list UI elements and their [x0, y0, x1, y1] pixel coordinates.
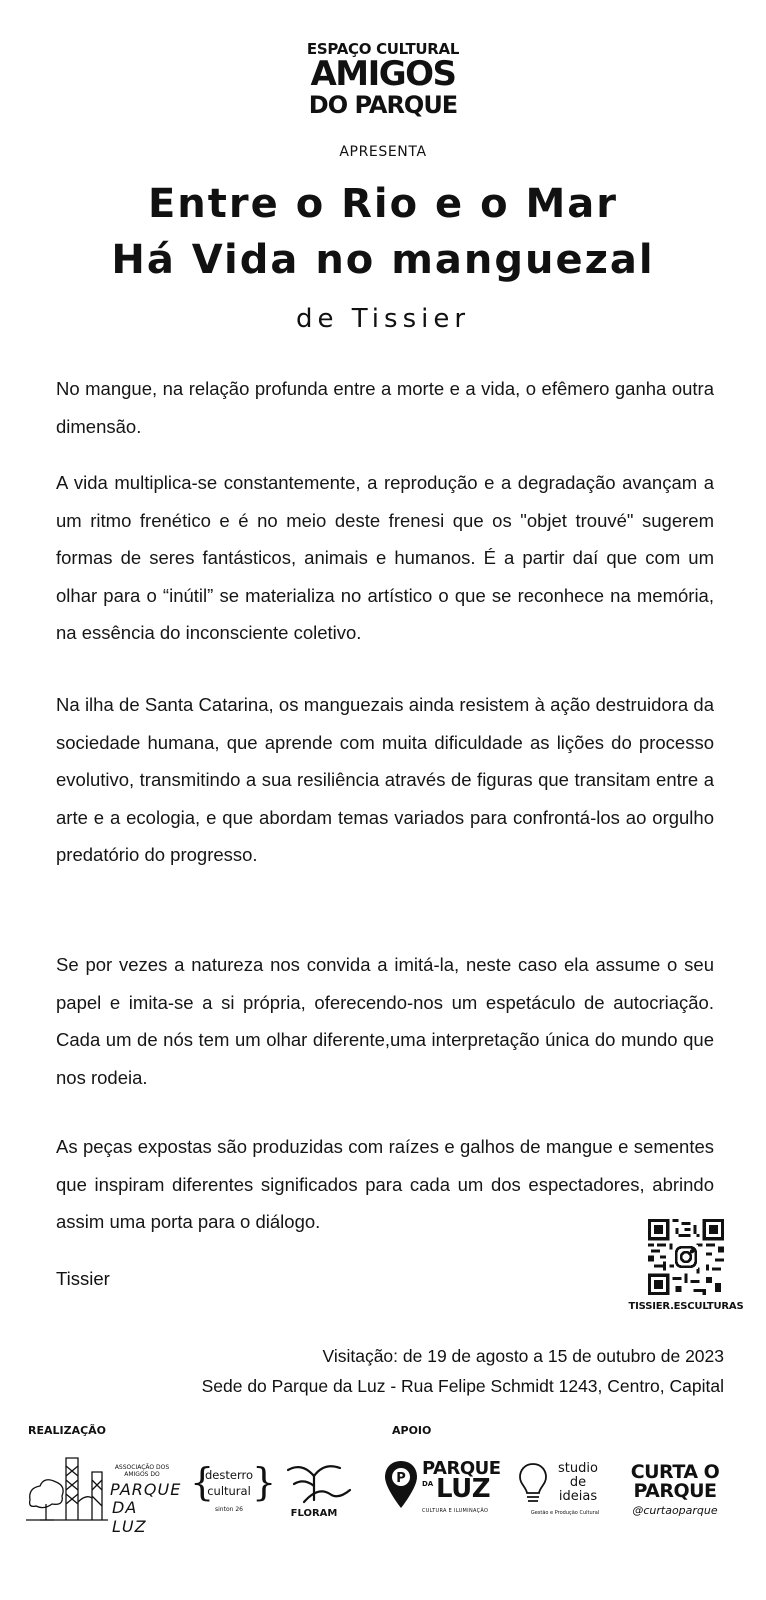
ideias-text: ideias	[558, 1489, 598, 1504]
parque-text: PARQUE	[633, 1480, 717, 1502]
logo-floram	[284, 1460, 356, 1522]
paragraph-text: As peças expostas são produzidas com raízes e galhos de mangue e sementes que inspiram diferentes significados para cada um dos espectadores, abrindo assim uma porta para o diálogo.	[56, 1136, 714, 1232]
brand-line-1: ESPAÇO CULTURAL	[306, 40, 460, 58]
logo-desterro-cultural	[190, 1460, 277, 1518]
studio-small-text: Gestão e Produção Cultural	[530, 1510, 600, 1516]
logo-associacao-amigos-parque	[26, 1452, 182, 1536]
floram-text: FLORAM	[290, 1508, 338, 1519]
visit-dates: Visitação: de 19 de agosto a 15 de outubro de 2023	[322, 1346, 724, 1366]
body-paragraph	[56, 686, 714, 874]
location-pin-icon	[384, 1460, 418, 1510]
realizacao-label: REALIZAÇÃO	[28, 1424, 107, 1437]
logo-parque-da-luz	[384, 1458, 504, 1520]
logo-daluz-text: DA LUZ	[112, 1498, 147, 1536]
brand-line-3: DO PARQUE	[308, 91, 458, 119]
desterro-text: desterro	[205, 1468, 253, 1482]
paragraph-text: Na ilha de Santa Catarina, os manguezais ainda resistem à ação destruidora da sociedade humana, que aprende com muita dificuldade as lições do processo evolutivo, transmitindo a sua resiliência através de figuras que transitam entre a arte e a ecologia, e que abordam temas variados para confrontá-los ao orgulho predatório do progresso.	[56, 694, 714, 865]
logo-small-text: ASSOCIAÇÃO DOS AMIGOS DO	[114, 1464, 170, 1478]
cultural-text: cultural	[207, 1484, 251, 1498]
visit-address: Sede do Parque da Luz - Rua Felipe Schmidt 1243, Centro, Capital	[201, 1376, 724, 1396]
right-brace-icon: }	[252, 1460, 277, 1504]
body-paragraph	[56, 1128, 714, 1241]
title-line-2: Há Vida no manguezal	[111, 237, 655, 283]
parque-text: PARQUE	[422, 1458, 501, 1479]
parque-da-text: DA	[422, 1480, 434, 1488]
bridge-tree-icon	[26, 1452, 108, 1524]
curta-text: CURTA O	[630, 1461, 720, 1483]
parque-small-text: CULTURA E ILUMINAÇÃO	[422, 1508, 489, 1514]
svg-text:P: P	[396, 1471, 406, 1486]
presents-label: APRESENTA	[339, 144, 427, 160]
logo-studio-de-ideias	[518, 1460, 608, 1522]
title-line-1: Entre o Rio e o Mar	[147, 181, 618, 227]
plant-icon	[284, 1460, 356, 1504]
left-brace-icon: {	[190, 1460, 215, 1504]
lightbulb-icon	[518, 1462, 548, 1506]
luz-text: LUZ	[436, 1474, 491, 1504]
apoio-label: APOIO	[392, 1424, 432, 1437]
qr-code[interactable]	[648, 1219, 724, 1295]
desterro-small-text: sinton 26	[215, 1506, 243, 1513]
body-paragraph	[56, 464, 714, 652]
paragraph-text: A vida multiplica-se constantemente, a reprodução e a degradação avançam a um ritmo frenético e é no meio deste frenesi que os "objet trouvé" sugerem formas de seres fantásticos, animais e humanos. É a partir daí que com um olhar para o “inútil” se materializa no artístico o que se reconhece na memória, na essência do inconsciente coletivo.	[56, 472, 714, 643]
paragraph-text: No mangue, na relação profunda entre a morte e a vida, o efêmero ganha outra dimensão.	[56, 378, 714, 437]
signature: Tissier	[56, 1268, 110, 1289]
logo-curta-o-parque	[624, 1462, 728, 1520]
studio-text: studio	[558, 1461, 598, 1476]
body-paragraph	[56, 370, 714, 445]
body-paragraph	[56, 946, 714, 1096]
author-line: de Tissier	[295, 304, 471, 334]
brand-line-2: AMIGOS	[310, 54, 456, 94]
logo-parque-text: PARQUE	[110, 1480, 182, 1499]
paragraph-text: Se por vezes a natureza nos convida a imitá-la, neste caso ela assume o seu papel e imita-se a si própria, oferecendo-nos um espetáculo de autocriação. Cada um de nós tem um olhar diferente,uma interpretação única do mundo que nos rodeia.	[56, 954, 714, 1088]
qr-label: TISSIER.ESCULTURAS	[628, 1301, 744, 1312]
curta-handle-text[interactable]: @curtaoparque	[632, 1504, 718, 1517]
de-text: de	[569, 1475, 587, 1490]
